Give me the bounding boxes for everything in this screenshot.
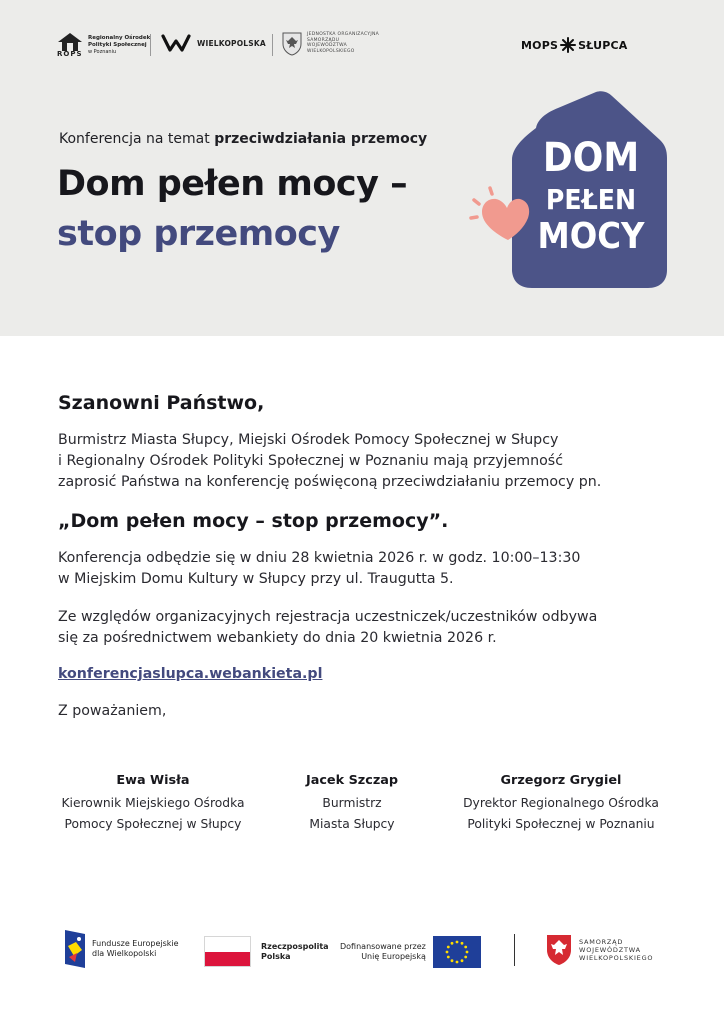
intro-topic: przeciwdziałania przemocy xyxy=(214,131,428,147)
mops-left-text: MOPS xyxy=(521,38,559,52)
rops-line2: Polityki Społecznej xyxy=(88,41,147,48)
registration-link[interactable]: konferencjaslupca.webankieta.pl xyxy=(58,666,323,682)
eu-flag-icon xyxy=(433,936,481,968)
conference-title-quote: „Dom pełen mocy – stop przemocy”. xyxy=(58,510,449,532)
jednostka-text xyxy=(307,32,379,54)
sw-line2: WOJEWÓDZTWA xyxy=(579,946,641,954)
paragraph-line: Burmistrz Miasta Słupcy, Miejski Ośrodek Pomocy Społecznej w Słupcy xyxy=(58,432,559,448)
snowflake-icon xyxy=(560,37,576,53)
signature-block xyxy=(50,770,256,835)
footer-divider xyxy=(514,934,515,966)
jednostka-line3: WOJEWÓDZTWA xyxy=(307,43,348,49)
paragraph-line: Ze względów organizacyjnych rejestracja uczestniczek/uczestników odbywa xyxy=(58,609,598,625)
paragraph-line: i Regionalny Ośrodek Polityki Społecznej w Poznaniu mają przyjemność xyxy=(58,453,563,469)
page-title-line2: stop przemocy xyxy=(57,214,340,254)
jednostka-line4: WIELKOPOLSKIEGO xyxy=(307,48,355,54)
rp-text xyxy=(261,942,329,962)
signature-block xyxy=(448,770,674,835)
rp-line2: Polska xyxy=(261,951,291,961)
paragraph-line: Konferencja odbędzie się w dniu 28 kwietnia 2026 r. w godz. 10:00–13:30 xyxy=(58,550,581,566)
mops-slupca-logo xyxy=(521,37,627,53)
sw-text xyxy=(579,938,653,962)
signature-role: Miasta Słupcy xyxy=(309,817,395,831)
greeting: Szanowni Państwo, xyxy=(58,392,265,414)
rops-name xyxy=(88,35,150,56)
rops-line3: w Poznaniu xyxy=(88,48,117,55)
invitation-paragraph xyxy=(58,430,601,493)
paragraph-line: w Miejskim Domu Kultury w Słupcy przy ul. Traugutta 5. xyxy=(58,571,454,587)
header-divider xyxy=(150,34,151,56)
intro-prefix: Konferencja na temat xyxy=(59,131,215,147)
eagle-shield-icon xyxy=(282,32,302,56)
wielkopolska-logo xyxy=(161,33,266,53)
eu-line2: Unię Europejską xyxy=(361,952,426,961)
signature-role: Polityki Społecznej w Poznaniu xyxy=(467,817,655,831)
signature-role: Dyrektor Regionalnego Ośrodka xyxy=(463,796,659,810)
house-logo-line1: DOM xyxy=(542,135,640,181)
hero-intro xyxy=(59,131,427,147)
fundusze-europejskie-logo xyxy=(63,928,179,970)
polish-flag-icon xyxy=(204,936,251,967)
fe-text xyxy=(92,939,179,959)
registration-paragraph xyxy=(58,607,597,649)
paragraph-line: zaprosić Państwa na konferencję poświęconą przeciwdziałaniu przemocy pn. xyxy=(58,474,602,490)
eagle-shield-icon xyxy=(546,934,572,966)
mops-right-text: SŁUPCA xyxy=(578,38,628,52)
signature-role: Burmistrz xyxy=(322,796,382,810)
signature-name: Jacek Szczap xyxy=(305,773,399,788)
sw-line1: SAMORZĄD xyxy=(579,938,624,946)
header-divider xyxy=(272,34,273,56)
eu-text xyxy=(340,942,426,962)
signature-block xyxy=(290,770,414,835)
closing-regards: Z poważaniem, xyxy=(58,703,167,719)
house-logo-text xyxy=(514,137,668,257)
page-title-line1: Dom pełen mocy – xyxy=(57,164,408,204)
house-logo-line2: PEŁEN xyxy=(545,183,637,216)
rops-line1: Regionalny Ośrodek xyxy=(88,34,151,41)
date-paragraph xyxy=(58,548,580,590)
hero-section xyxy=(0,0,724,336)
fe-star-flag-icon xyxy=(63,928,87,970)
samorzad-wojewodztwa-logo xyxy=(546,934,653,966)
sw-line3: WIELKOPOLSKIEGO xyxy=(579,954,654,962)
eu-line1: Dofinansowane przez xyxy=(340,942,426,951)
wielkopolska-label: WIELKOPOLSKA xyxy=(197,38,266,48)
jednostka-logo xyxy=(282,32,379,56)
rzeczpospolita-logo xyxy=(204,936,329,967)
rops-word: ROPS xyxy=(57,50,83,58)
signature-name: Ewa Wisła xyxy=(116,773,190,788)
rp-line1: Rzeczpospolita xyxy=(261,941,329,951)
signature-name: Grzegorz Grygiel xyxy=(500,773,622,788)
fe-line1: Fundusze Europejskie xyxy=(92,939,179,948)
wielkopolska-w-icon xyxy=(161,33,191,53)
jednostka-line2: SAMORZĄDU xyxy=(307,37,340,43)
fe-line2: dla Wielkopolski xyxy=(92,949,157,958)
house-logo-line3: MOCY xyxy=(537,216,645,257)
paragraph-line: się za pośrednictwem webankiety do dnia 20 kwietnia 2026 r. xyxy=(58,630,497,646)
eu-cofinancing-logo xyxy=(340,936,481,968)
signature-role: Pomocy Społecznej w Słupcy xyxy=(64,817,242,831)
signature-role: Kierownik Miejskiego Ośrodka xyxy=(61,796,245,810)
jednostka-line1: JEDNOSTKA ORGANIZACYJNA xyxy=(307,32,380,37)
